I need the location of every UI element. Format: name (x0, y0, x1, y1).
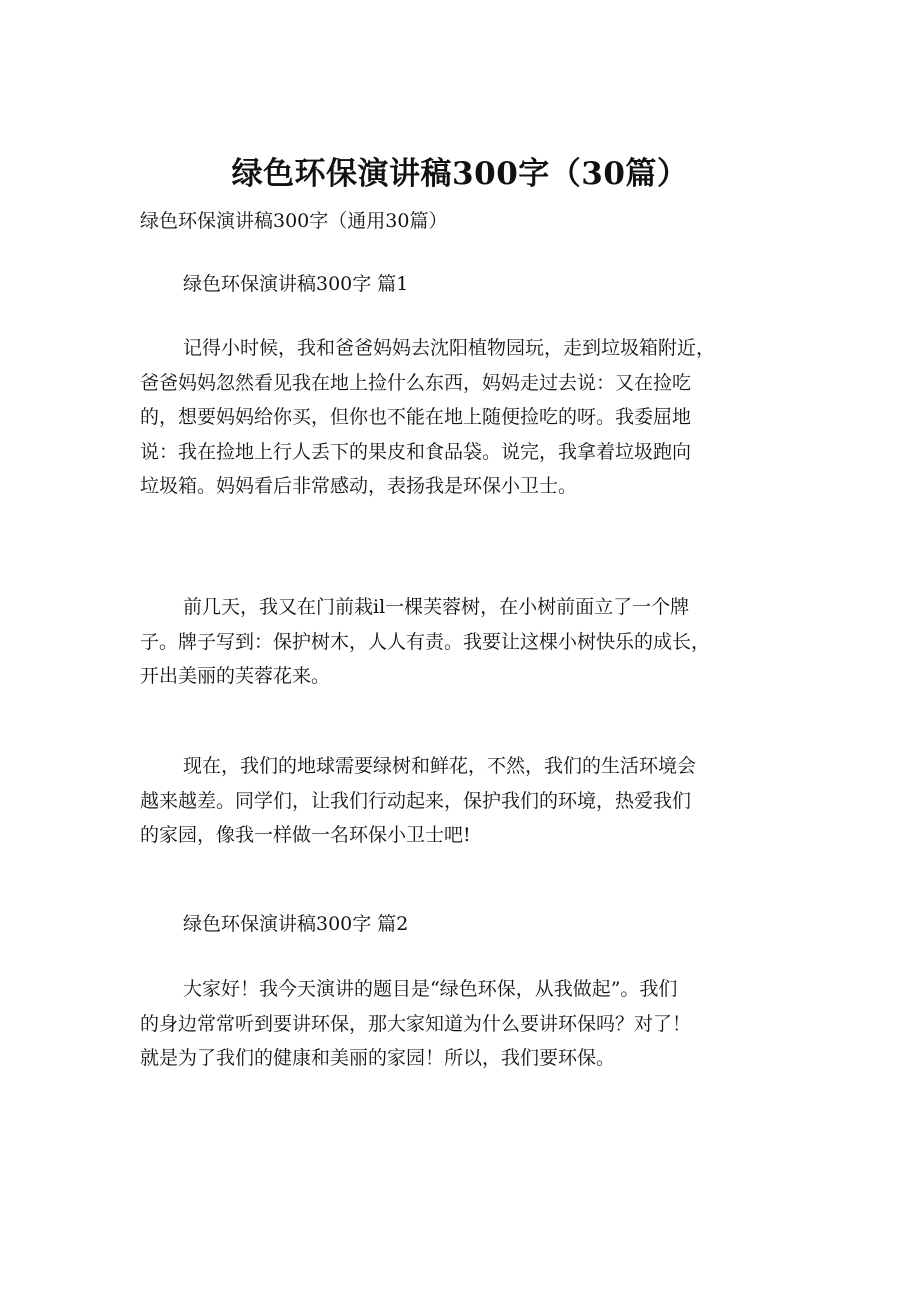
paragraph-line: 前几天，我又在门前栽il一棵芙蓉树，在小树前面立了一个牌 (183, 596, 690, 618)
paragraph-line: 开出美丽的芙蓉花来。 (140, 665, 331, 687)
paragraph-line: 垃圾箱。妈妈看后非常感动，表扬我是环保小卫士。 (140, 475, 578, 497)
paragraph-line: 现在，我们的地球需要绿树和鲜花，不然，我们的生活环境会 (183, 755, 697, 777)
paragraph-line: 大家好！我今天演讲的题目是“绿色环保，从我做起”。我们 (183, 978, 678, 1000)
paragraph-line: 的身边常常听到要讲环保，那大家知道为什么要讲环保吗？对了！ (140, 1012, 692, 1035)
paragraph-line: 就是为了我们的健康和美丽的家园！所以，我们要环保。 (140, 1047, 616, 1069)
paragraph-line: 越来越差。同学们，让我们行动起来，保护我们的环境，热爱我们 (140, 789, 692, 812)
paragraph-line: 爸爸妈妈忽然看见我在地上捡什么东西，妈妈走过去说：又在捡吃 (140, 371, 692, 394)
paragraph-line: 的，想要妈妈给你买，但你也不能在地上随便捡吃的呀。我委屈地 (140, 406, 692, 428)
paragraph-line: 的家园，像我一样做一名环保小卫士吧! (140, 824, 471, 846)
paragraph-line: 记得小时候，我和爸爸妈妈去沈阳植物园玩，走到垃圾箱附近， (183, 337, 716, 359)
paragraph-1-1 (140, 331, 800, 504)
paragraph-line: 说：我在捡地上行人丢下的果皮和食品袋。说完，我拿着垃圾跑向 (140, 440, 692, 463)
paragraph-2-1 (140, 972, 800, 1076)
section-heading-1: 绿色环保演讲稿300字 篇1 (183, 273, 409, 295)
document-title: 绿色环保演讲稿300字（30篇） (231, 156, 689, 192)
document-subtitle: 绿色环保演讲稿300字（通用30篇） (140, 210, 448, 232)
section-heading-2: 绿色环保演讲稿300字 篇2 (183, 913, 409, 935)
paragraph-1-3 (140, 749, 800, 853)
paragraph-line: 子。牌子写到：保护树木，人人有责。我要让这棵小树快乐的成长， (140, 630, 711, 653)
paragraph-1-2 (140, 590, 800, 694)
